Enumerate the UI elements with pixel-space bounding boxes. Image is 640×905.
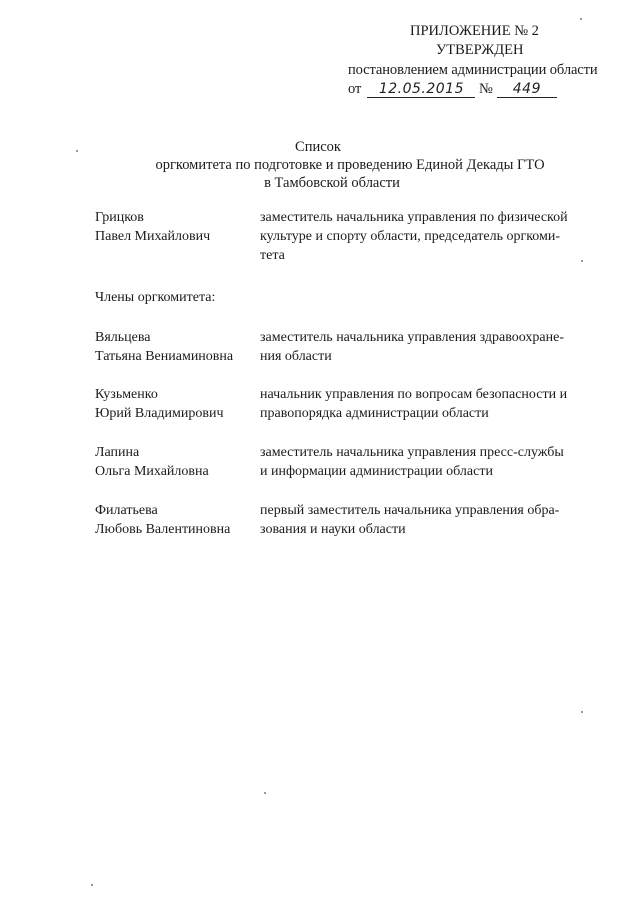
member-name	[95, 443, 260, 481]
member-name	[95, 501, 260, 539]
role-line: культуре и спорту области, председатель оргкоми-	[260, 229, 561, 244]
member-name	[95, 328, 260, 366]
title-line-2: оргкомитета по подготовке и проведению Единой Декады ГТО	[155, 157, 545, 173]
scan-speck	[580, 18, 582, 20]
role-line: заместитель начальника управления здравоохране-	[260, 330, 564, 345]
role-line: зования и науки области	[260, 522, 406, 537]
given-name: Павел Михайлович	[95, 229, 211, 244]
given-name: Ольга Михайловна	[95, 464, 209, 479]
role-line: и информации администрации области	[260, 464, 493, 479]
date-number-line	[348, 80, 557, 99]
number-field	[497, 82, 557, 98]
given-name: Юрий Владимирович	[95, 406, 224, 421]
title-line-1: Список	[295, 139, 341, 155]
chairman-name	[95, 208, 260, 246]
date-field	[367, 82, 475, 98]
member-name	[95, 385, 260, 423]
member-role	[260, 501, 605, 539]
chairman-role	[260, 208, 605, 265]
scan-speck	[264, 792, 266, 794]
surname: Лапина	[95, 445, 140, 460]
member-role	[260, 385, 605, 423]
role-line: заместитель начальника управления пресс-службы	[260, 445, 564, 460]
role-line: первый заместитель начальника управления обра-	[260, 503, 560, 518]
role-line: ния области	[260, 349, 332, 364]
handwritten-date: 12.05.2015	[378, 81, 464, 97]
handwritten-number: 449	[512, 81, 541, 97]
from-prefix: от	[348, 81, 362, 97]
role-line: правопорядка администрации области	[260, 406, 489, 421]
member-role	[260, 328, 605, 366]
resolution-line: постановлением администрации области	[348, 62, 598, 78]
member-role	[260, 443, 605, 481]
given-name: Любовь Валентиновна	[95, 522, 231, 537]
surname: Кузьменко	[95, 387, 158, 402]
title-line-3: в Тамбовской области	[264, 175, 400, 191]
scan-speck	[581, 260, 583, 262]
scan-speck	[91, 884, 93, 886]
role-line: начальник управления по вопросам безопасности и	[260, 387, 568, 402]
approved-heading: УТВЕРЖДЕН	[436, 42, 524, 58]
appendix-heading: ПРИЛОЖЕНИЕ № 2	[410, 23, 539, 39]
scan-speck	[76, 150, 78, 152]
role-line: тета	[260, 248, 285, 263]
given-name: Татьяна Вениаминовна	[95, 349, 234, 364]
members-label: Члены оргкомитета:	[95, 290, 216, 305]
surname: Грицков	[95, 210, 144, 225]
number-prefix: №	[479, 81, 493, 97]
surname: Филатьева	[95, 503, 158, 518]
surname: Вяльцева	[95, 330, 151, 345]
scan-speck	[581, 711, 583, 713]
role-line: заместитель начальника управления по физической	[260, 210, 568, 225]
